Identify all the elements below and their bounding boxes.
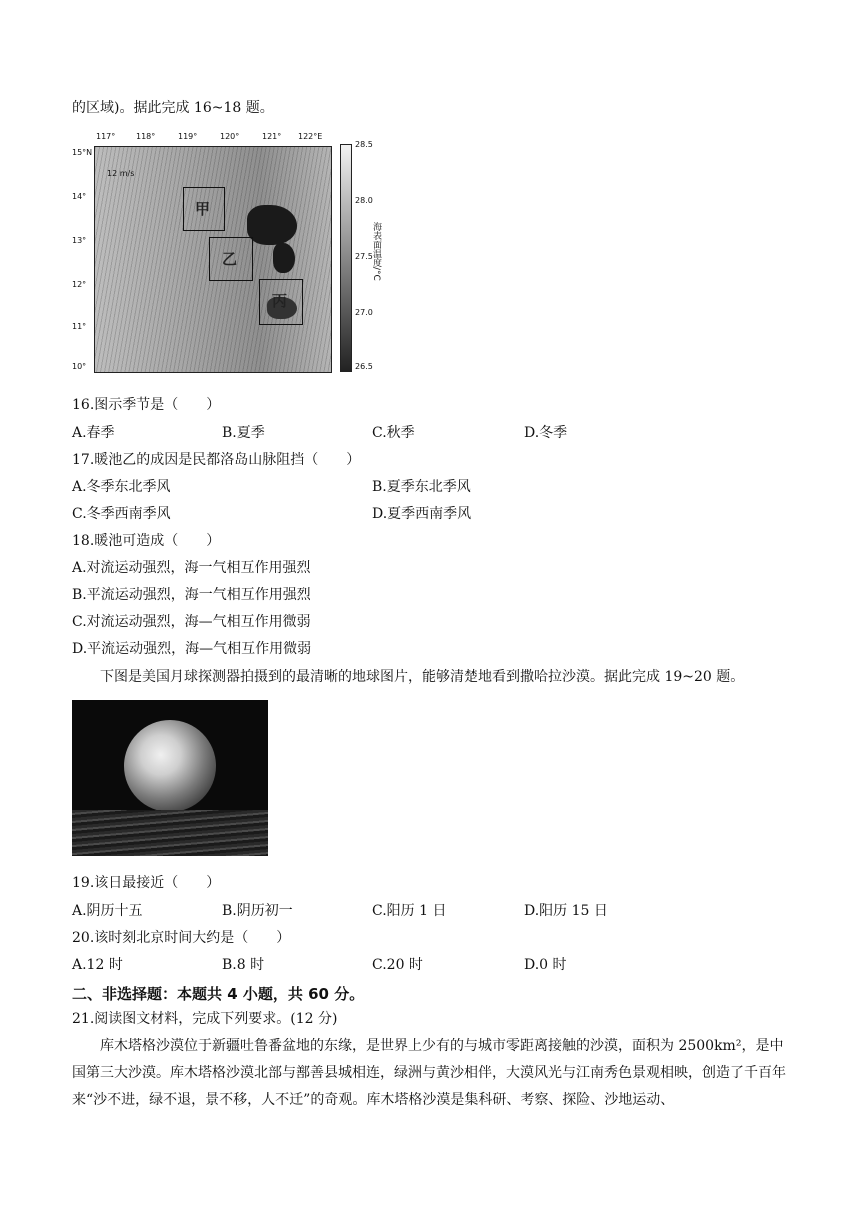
q17-stem: 17.暖池乙的成因是民都洛岛山脉阻挡（ ） — [72, 452, 361, 468]
island-shape — [273, 243, 295, 273]
q16-option-c: C.秋季 — [372, 425, 415, 441]
lunar-surface — [72, 810, 268, 856]
lat-tick: 12° — [72, 280, 87, 289]
q21-stem: 21.阅读图文材料，完成下列要求。(12 分) — [72, 1011, 338, 1027]
scale-tick: 28.0 — [355, 196, 373, 205]
sea-temperature-map — [72, 132, 382, 382]
q17-option-d: D.夏季西南季风 — [372, 506, 472, 522]
wind-scale-label: 12 m/s — [107, 169, 135, 178]
q16-option-d: D.冬季 — [524, 425, 568, 441]
scale-tick: 26.5 — [355, 362, 373, 371]
q19-option-d: D.阳历 15 日 — [524, 903, 608, 919]
q16-option-a: A.春季 — [72, 425, 115, 441]
lat-tick: 11° — [72, 322, 87, 331]
q16-option-b: B.夏季 — [222, 425, 265, 441]
lat-tick: 10° — [72, 362, 87, 371]
region-label: 甲 — [195, 200, 211, 218]
map-area — [94, 146, 332, 373]
q20-option-c: C.20 时 — [372, 957, 423, 973]
q19-option-c: C.阳历 1 日 — [372, 903, 447, 919]
section-heading: 二、非选择题：本题共 4 小题，共 60 分。 — [72, 985, 365, 1003]
region-jia-box — [183, 187, 225, 231]
q20-option-a: A.12 时 — [72, 957, 123, 973]
q18-option-c: C.对流运动强烈，海—气相互作用微弱 — [72, 614, 311, 630]
lon-tick: 120° — [220, 132, 240, 141]
temperature-color-scale — [340, 144, 352, 372]
q18-option-b: B.平流运动强烈，海一气相互作用强烈 — [72, 587, 311, 603]
q20-option-b: B.8 时 — [222, 957, 265, 973]
q21-paragraph: 库木塔格沙漠位于新疆吐鲁番盆地的东缘，是世界上少有的与城市零距离接触的沙漠，面积为 2500km²，是中国第三大沙漠。库木塔格沙漠北部与鄯善县城相连，绿洲与黄沙相伴，大漠风光与江南秀色景观相映，创造了千百年来“沙不进，绿不退，景不移，人不迁”的奇观。库木塔格沙漠是集科研、考察、探险、沙地运动、 — [72, 1038, 786, 1108]
intro-tail: 的区域)。据此完成 16~18 题。 — [72, 100, 274, 116]
scale-label: 海表面温度/°C — [371, 222, 381, 281]
q17-option-c: C.冬季西南季风 — [72, 506, 171, 522]
q20-stem: 20.该时刻北京时间大约是（ ） — [72, 930, 291, 946]
region-yi-box — [209, 237, 253, 281]
q19-option-b: B.阴历初一 — [222, 903, 293, 919]
scale-tick: 27.0 — [355, 308, 373, 317]
q18-option-d: D.平流运动强烈，海—气相互作用微弱 — [72, 641, 312, 657]
earth-photo — [72, 700, 268, 856]
lon-tick: 118° — [136, 132, 156, 141]
q16-stem: 16.图示季节是（ ） — [72, 397, 221, 413]
lon-tick: 122°E — [298, 132, 323, 141]
lat-tick: 13° — [72, 236, 87, 245]
q17-option-b: B.夏季东北季风 — [372, 479, 471, 495]
lon-tick: 117° — [96, 132, 116, 141]
scale-tick: 27.5 — [355, 252, 373, 261]
region-bing-box — [259, 279, 303, 325]
region-label: 乙 — [222, 250, 238, 268]
q19-stem: 19.该日最接近（ ） — [72, 875, 221, 891]
mindoro-island — [247, 205, 297, 245]
q18-stem: 18.暖池可造成（ ） — [72, 533, 221, 549]
earth-globe — [124, 720, 216, 812]
lon-tick: 121° — [262, 132, 282, 141]
q19-option-a: A.阴历十五 — [72, 903, 143, 919]
scale-tick: 28.5 — [355, 140, 373, 149]
region-label: 丙 — [272, 292, 288, 310]
q18-option-a: A.对流运动强烈，海一气相互作用强烈 — [72, 560, 311, 576]
q17-option-a: A.冬季东北季风 — [72, 479, 171, 495]
lat-tick: 14° — [72, 192, 87, 201]
intro-19-20: 下图是美国月球探测器拍摄到的最清晰的地球图片，能够清楚地看到撒哈拉沙漠。据此完成 19~20 题。 — [100, 669, 745, 685]
lon-tick: 119° — [178, 132, 198, 141]
q20-option-d: D.0 时 — [524, 957, 567, 973]
lat-tick: 15°N — [72, 148, 93, 157]
